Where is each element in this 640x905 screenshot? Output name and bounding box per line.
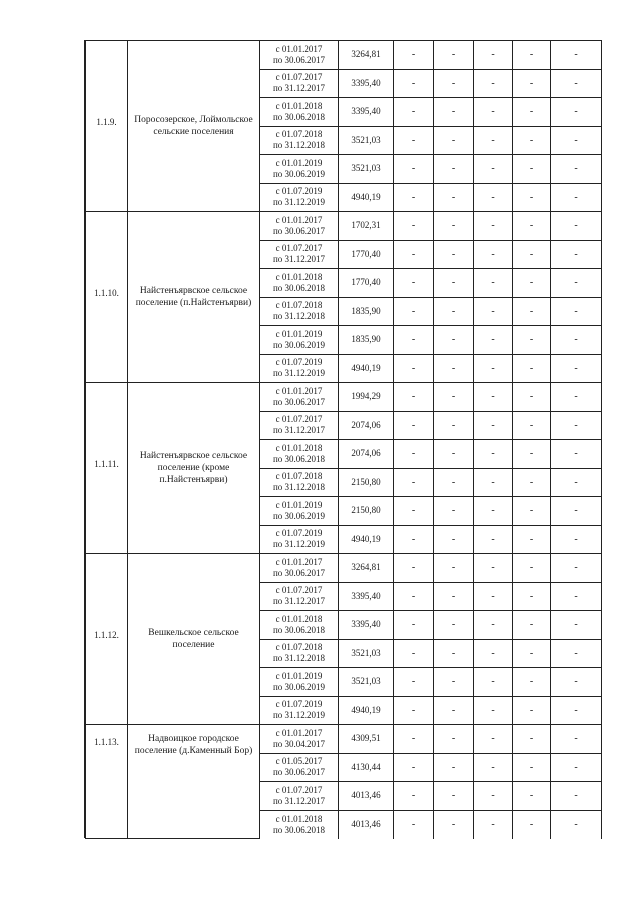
empty-dash-cell: - — [434, 497, 474, 526]
period-from: с 01.01.2017 — [275, 43, 323, 54]
empty-dash-cell: - — [551, 411, 602, 440]
table-row — [86, 383, 602, 412]
empty-dash-cell: - — [434, 411, 474, 440]
period-to: по 30.06.2017 — [272, 225, 326, 236]
period-from: с 01.07.2019 — [275, 357, 323, 368]
empty-dash-cell: - — [474, 525, 513, 554]
period-cell — [260, 41, 339, 70]
period-to: по 30.06.2019 — [272, 510, 326, 521]
period-from: с 01.01.2019 — [275, 499, 323, 510]
empty-dash-cell: - — [474, 383, 513, 412]
period-cell — [260, 611, 339, 640]
empty-dash-cell: - — [434, 554, 474, 583]
empty-dash-cell: - — [474, 696, 513, 725]
tariff-value: 4940,19 — [339, 183, 394, 212]
period-from: с 01.01.2018 — [275, 613, 323, 624]
tariff-value: 3264,81 — [339, 554, 394, 583]
empty-dash-cell: - — [513, 639, 551, 668]
period-from: с 01.01.2018 — [275, 100, 323, 111]
group-number: 1.1.11. — [86, 383, 128, 554]
period-to: по 31.12.2017 — [272, 83, 326, 94]
period-cell — [260, 98, 339, 127]
period-cell — [260, 440, 339, 469]
period-from: с 01.01.2018 — [275, 813, 323, 824]
empty-dash-cell: - — [434, 326, 474, 355]
empty-dash-cell: - — [513, 126, 551, 155]
empty-dash-cell: - — [551, 98, 602, 127]
period-from: с 01.07.2019 — [275, 186, 323, 197]
empty-dash-cell: - — [434, 782, 474, 811]
period-to: по 30.06.2018 — [272, 282, 326, 293]
empty-dash-cell: - — [551, 611, 602, 640]
empty-dash-cell: - — [513, 212, 551, 241]
empty-dash-cell: - — [434, 383, 474, 412]
empty-dash-cell: - — [513, 155, 551, 184]
empty-dash-cell: - — [434, 269, 474, 298]
empty-dash-cell: - — [513, 668, 551, 697]
empty-dash-cell: - — [474, 212, 513, 241]
period-cell — [260, 383, 339, 412]
empty-dash-cell: - — [551, 297, 602, 326]
tariff-value: 4940,19 — [339, 525, 394, 554]
empty-dash-cell: - — [394, 525, 434, 554]
empty-dash-cell: - — [394, 411, 434, 440]
settlement-name: Найстенъярвское сельское поселение (кроме п.Найстенъярви) — [128, 383, 260, 554]
period-cell — [260, 326, 339, 355]
period-cell — [260, 639, 339, 668]
period-from: с 01.01.2018 — [275, 271, 323, 282]
empty-dash-cell: - — [513, 468, 551, 497]
empty-dash-cell: - — [394, 554, 434, 583]
period-to: по 31.12.2017 — [272, 795, 326, 806]
tariff-value: 3521,03 — [339, 155, 394, 184]
period-cell — [260, 810, 339, 839]
period-to: по 31.12.2019 — [272, 710, 326, 721]
group-number: 1.1.10. — [86, 212, 128, 383]
table-row — [86, 554, 602, 583]
period-cell — [260, 297, 339, 326]
empty-dash-cell: - — [434, 725, 474, 754]
settlement-name: Найстенъярвское сельское поселение (п.Найстенъярви) — [128, 212, 260, 383]
empty-dash-cell: - — [474, 269, 513, 298]
empty-dash-cell: - — [474, 411, 513, 440]
period-to: по 30.06.2019 — [272, 339, 326, 350]
period-from: с 01.07.2018 — [275, 471, 323, 482]
tariff-value: 1770,40 — [339, 269, 394, 298]
settlement-name: Вешкельское сельское поселение — [128, 554, 260, 725]
period-to: по 31.12.2017 — [272, 425, 326, 436]
period-from: с 01.07.2019 — [275, 528, 323, 539]
empty-dash-cell: - — [474, 611, 513, 640]
empty-dash-cell: - — [551, 696, 602, 725]
empty-dash-cell: - — [474, 639, 513, 668]
empty-dash-cell: - — [394, 126, 434, 155]
empty-dash-cell: - — [551, 582, 602, 611]
empty-dash-cell: - — [474, 69, 513, 98]
empty-dash-cell: - — [434, 525, 474, 554]
empty-dash-cell: - — [474, 126, 513, 155]
empty-dash-cell: - — [513, 611, 551, 640]
period-cell — [260, 354, 339, 383]
period-cell — [260, 582, 339, 611]
tariff-value: 4013,46 — [339, 782, 394, 811]
empty-dash-cell: - — [513, 240, 551, 269]
empty-dash-cell: - — [551, 554, 602, 583]
empty-dash-cell: - — [513, 383, 551, 412]
period-from: с 01.01.2017 — [275, 214, 323, 225]
empty-dash-cell: - — [513, 354, 551, 383]
empty-dash-cell: - — [551, 69, 602, 98]
tariff-value: 2074,06 — [339, 440, 394, 469]
empty-dash-cell: - — [474, 98, 513, 127]
empty-dash-cell: - — [551, 240, 602, 269]
period-to: по 30.04.2017 — [272, 738, 326, 749]
period-to: по 30.06.2018 — [272, 453, 326, 464]
empty-dash-cell: - — [394, 98, 434, 127]
empty-dash-cell: - — [394, 183, 434, 212]
tariff-value: 3395,40 — [339, 98, 394, 127]
period-cell — [260, 468, 339, 497]
empty-dash-cell: - — [551, 354, 602, 383]
period-cell — [260, 696, 339, 725]
period-to: по 31.12.2018 — [272, 653, 326, 664]
empty-dash-cell: - — [394, 41, 434, 70]
empty-dash-cell: - — [513, 440, 551, 469]
period-from: с 01.01.2019 — [275, 328, 323, 339]
period-to: по 30.06.2017 — [272, 54, 326, 65]
period-to: по 30.06.2018 — [272, 111, 326, 122]
empty-dash-cell: - — [474, 582, 513, 611]
period-cell — [260, 753, 339, 782]
empty-dash-cell: - — [434, 753, 474, 782]
empty-dash-cell: - — [394, 468, 434, 497]
empty-dash-cell: - — [394, 269, 434, 298]
period-to: по 30.06.2017 — [272, 396, 326, 407]
period-to: по 31.12.2017 — [272, 254, 326, 265]
period-to: по 31.12.2019 — [272, 539, 326, 550]
empty-dash-cell: - — [434, 582, 474, 611]
tariff-value: 1835,90 — [339, 326, 394, 355]
table-row — [86, 41, 602, 70]
empty-dash-cell: - — [474, 782, 513, 811]
empty-dash-cell: - — [551, 753, 602, 782]
empty-dash-cell: - — [434, 611, 474, 640]
tariff-value: 4309,51 — [339, 725, 394, 754]
period-from: с 01.07.2018 — [275, 642, 323, 653]
settlement-name: Надвоицкое городское поселение (д.Каменный Бор) — [128, 725, 260, 839]
period-from: с 01.05.2017 — [275, 756, 323, 767]
period-cell — [260, 668, 339, 697]
empty-dash-cell: - — [474, 297, 513, 326]
empty-dash-cell: - — [394, 326, 434, 355]
empty-dash-cell: - — [513, 725, 551, 754]
empty-dash-cell: - — [551, 725, 602, 754]
empty-dash-cell: - — [394, 668, 434, 697]
empty-dash-cell: - — [394, 354, 434, 383]
tariff-value: 1835,90 — [339, 297, 394, 326]
empty-dash-cell: - — [513, 696, 551, 725]
empty-dash-cell: - — [434, 668, 474, 697]
period-cell — [260, 240, 339, 269]
empty-dash-cell: - — [474, 41, 513, 70]
period-cell — [260, 725, 339, 754]
empty-dash-cell: - — [434, 240, 474, 269]
period-cell — [260, 554, 339, 583]
empty-dash-cell: - — [394, 696, 434, 725]
empty-dash-cell: - — [513, 41, 551, 70]
tariff-value: 4130,44 — [339, 753, 394, 782]
period-to: по 31.12.2018 — [272, 482, 326, 493]
period-from: с 01.07.2018 — [275, 129, 323, 140]
period-from: с 01.01.2019 — [275, 157, 323, 168]
empty-dash-cell: - — [434, 639, 474, 668]
tariff-value: 3521,03 — [339, 126, 394, 155]
empty-dash-cell: - — [394, 297, 434, 326]
empty-dash-cell: - — [513, 269, 551, 298]
empty-dash-cell: - — [513, 810, 551, 839]
tariff-value: 2074,06 — [339, 411, 394, 440]
period-cell — [260, 525, 339, 554]
table-row — [86, 725, 602, 754]
tariff-value: 4013,46 — [339, 810, 394, 839]
period-from: с 01.01.2019 — [275, 670, 323, 681]
empty-dash-cell: - — [513, 525, 551, 554]
period-to: по 30.06.2018 — [272, 624, 326, 635]
empty-dash-cell: - — [394, 212, 434, 241]
empty-dash-cell: - — [474, 326, 513, 355]
period-to: по 30.06.2018 — [272, 824, 326, 835]
period-from: с 01.01.2017 — [275, 385, 323, 396]
period-to: по 31.12.2017 — [272, 596, 326, 607]
tariff-value: 1994,29 — [339, 383, 394, 412]
period-to: по 30.06.2017 — [272, 567, 326, 578]
table-row — [86, 212, 602, 241]
settlement-name: Поросозерское, Лоймольское сельские поселения — [128, 41, 260, 212]
empty-dash-cell: - — [474, 668, 513, 697]
empty-dash-cell: - — [434, 696, 474, 725]
empty-dash-cell: - — [434, 98, 474, 127]
empty-dash-cell: - — [474, 240, 513, 269]
tariff-value: 2150,80 — [339, 468, 394, 497]
empty-dash-cell: - — [394, 639, 434, 668]
period-cell — [260, 155, 339, 184]
tariff-table — [85, 40, 602, 839]
empty-dash-cell: - — [551, 810, 602, 839]
period-from: с 01.07.2017 — [275, 414, 323, 425]
empty-dash-cell: - — [551, 440, 602, 469]
period-to: по 31.12.2018 — [272, 311, 326, 322]
empty-dash-cell: - — [474, 468, 513, 497]
period-to: по 31.12.2019 — [272, 368, 326, 379]
tariff-value: 3395,40 — [339, 611, 394, 640]
group-number: 1.1.13. — [86, 725, 128, 839]
period-from: с 01.07.2017 — [275, 243, 323, 254]
empty-dash-cell: - — [551, 668, 602, 697]
period-cell — [260, 183, 339, 212]
empty-dash-cell: - — [394, 582, 434, 611]
empty-dash-cell: - — [513, 782, 551, 811]
tariff-value: 3521,03 — [339, 639, 394, 668]
period-cell — [260, 497, 339, 526]
empty-dash-cell: - — [434, 41, 474, 70]
empty-dash-cell: - — [551, 525, 602, 554]
group-number: 1.1.9. — [86, 41, 128, 212]
period-from: с 01.01.2017 — [275, 727, 323, 738]
period-cell — [260, 782, 339, 811]
empty-dash-cell: - — [394, 497, 434, 526]
period-cell — [260, 212, 339, 241]
empty-dash-cell: - — [394, 753, 434, 782]
period-from: с 01.07.2017 — [275, 585, 323, 596]
period-cell — [260, 126, 339, 155]
empty-dash-cell: - — [513, 753, 551, 782]
empty-dash-cell: - — [551, 212, 602, 241]
tariff-value: 3264,81 — [339, 41, 394, 70]
empty-dash-cell: - — [434, 468, 474, 497]
empty-dash-cell: - — [434, 69, 474, 98]
period-cell — [260, 69, 339, 98]
period-to: по 31.12.2018 — [272, 140, 326, 151]
empty-dash-cell: - — [434, 297, 474, 326]
empty-dash-cell: - — [394, 240, 434, 269]
period-to: по 30.06.2017 — [272, 767, 326, 778]
empty-dash-cell: - — [513, 69, 551, 98]
empty-dash-cell: - — [474, 810, 513, 839]
period-from: с 01.07.2017 — [275, 784, 323, 795]
empty-dash-cell: - — [394, 155, 434, 184]
tariff-value: 3395,40 — [339, 582, 394, 611]
empty-dash-cell: - — [551, 326, 602, 355]
tariff-value: 4940,19 — [339, 696, 394, 725]
empty-dash-cell: - — [513, 582, 551, 611]
empty-dash-cell: - — [474, 440, 513, 469]
period-cell — [260, 411, 339, 440]
empty-dash-cell: - — [551, 126, 602, 155]
empty-dash-cell: - — [551, 639, 602, 668]
period-from: с 01.01.2018 — [275, 442, 323, 453]
empty-dash-cell: - — [551, 155, 602, 184]
empty-dash-cell: - — [474, 183, 513, 212]
empty-dash-cell: - — [513, 497, 551, 526]
empty-dash-cell: - — [474, 554, 513, 583]
empty-dash-cell: - — [513, 297, 551, 326]
empty-dash-cell: - — [434, 810, 474, 839]
empty-dash-cell: - — [394, 782, 434, 811]
period-to: по 30.06.2019 — [272, 681, 326, 692]
tariff-value: 3395,40 — [339, 69, 394, 98]
group-number: 1.1.12. — [86, 554, 128, 725]
empty-dash-cell: - — [551, 41, 602, 70]
empty-dash-cell: - — [513, 554, 551, 583]
empty-dash-cell: - — [394, 383, 434, 412]
empty-dash-cell: - — [474, 753, 513, 782]
empty-dash-cell: - — [474, 354, 513, 383]
tariff-value: 1770,40 — [339, 240, 394, 269]
empty-dash-cell: - — [474, 725, 513, 754]
empty-dash-cell: - — [434, 212, 474, 241]
empty-dash-cell: - — [394, 611, 434, 640]
empty-dash-cell: - — [513, 326, 551, 355]
empty-dash-cell: - — [394, 725, 434, 754]
empty-dash-cell: - — [513, 98, 551, 127]
empty-dash-cell: - — [513, 183, 551, 212]
empty-dash-cell: - — [513, 411, 551, 440]
period-from: с 01.07.2017 — [275, 72, 323, 83]
period-cell — [260, 269, 339, 298]
period-from: с 01.07.2018 — [275, 300, 323, 311]
empty-dash-cell: - — [394, 810, 434, 839]
empty-dash-cell: - — [434, 126, 474, 155]
period-to: по 31.12.2019 — [272, 197, 326, 208]
empty-dash-cell: - — [434, 354, 474, 383]
period-from: с 01.01.2017 — [275, 556, 323, 567]
tariff-value: 1702,31 — [339, 212, 394, 241]
empty-dash-cell: - — [551, 782, 602, 811]
tariff-table-page — [84, 40, 602, 838]
period-from: с 01.07.2019 — [275, 699, 323, 710]
empty-dash-cell: - — [551, 269, 602, 298]
tariff-value: 4940,19 — [339, 354, 394, 383]
empty-dash-cell: - — [474, 155, 513, 184]
tariff-value: 2150,80 — [339, 497, 394, 526]
empty-dash-cell: - — [394, 440, 434, 469]
empty-dash-cell: - — [434, 155, 474, 184]
empty-dash-cell: - — [434, 440, 474, 469]
empty-dash-cell: - — [551, 383, 602, 412]
empty-dash-cell: - — [551, 468, 602, 497]
period-to: по 30.06.2019 — [272, 168, 326, 179]
empty-dash-cell: - — [551, 183, 602, 212]
empty-dash-cell: - — [474, 497, 513, 526]
empty-dash-cell: - — [551, 497, 602, 526]
empty-dash-cell: - — [434, 183, 474, 212]
tariff-value: 3521,03 — [339, 668, 394, 697]
empty-dash-cell: - — [394, 69, 434, 98]
